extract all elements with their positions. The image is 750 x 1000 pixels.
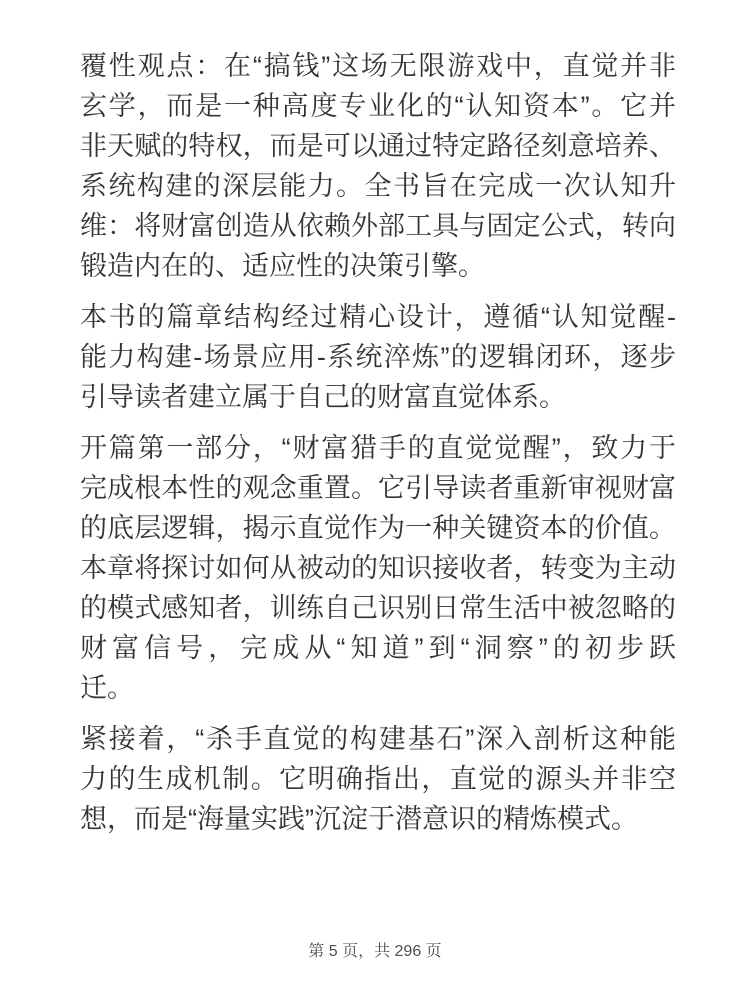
text-line: 能力构建-场景应用-系统淬炼”的逻辑闭环，逐步 (80, 342, 676, 372)
text-line: 锻造内在的、适应性的决策引擎。 (80, 251, 485, 281)
page-number-text: 第 5 页，共 296 页 (308, 943, 442, 960)
text-line: 的模式感知者，训练自己识别日常生活中被忽略的 (80, 593, 676, 623)
document-text-content (80, 46, 676, 850)
text-line: 本章将探讨如何从被动的知识接收者，转变为主动 (80, 553, 676, 583)
text-line: 系统构建的深层能力。全书旨在完成一次认知升 (80, 171, 676, 201)
text-line: 非天赋的特权，而是可以通过特定路径刻意培养、 (80, 131, 676, 161)
text-line: 维：将财富创造从依赖外部工具与固定公式，转向 (80, 211, 676, 241)
text-line: 的底层逻辑，揭示直觉作为一种关键资本的价值。 (80, 513, 676, 543)
text-line: 完成根本性的观念重置。它引导读者重新审视财富 (80, 473, 676, 503)
text-line: 力的生成机制。它明确指出，直觉的源头并非空 (80, 764, 676, 794)
text-line: 财富信号，完成从“知道”到“洞察”的初步跃 (80, 633, 676, 663)
page-footer (0, 941, 750, 963)
text-line: 本书的篇章结构经过精心设计，遵循“认知觉醒- (80, 302, 676, 332)
text-line: 覆性观点：在“搞钱”这场无限游戏中，直觉并非 (80, 51, 676, 81)
text-line: 紧接着，“杀手直觉的构建基石”深入剖析这种能 (80, 724, 676, 754)
text-line: 玄学，而是一种高度专业化的“认知资本”。它并 (80, 91, 676, 121)
text-line: 迁。 (80, 673, 134, 703)
text-line: 开篇第一部分，“财富猎手的直觉觉醒”，致力于 (80, 433, 676, 463)
text-line: 引导读者建立属于自己的财富直觉体系。 (80, 382, 566, 412)
paragraph-4 (80, 719, 676, 839)
paragraph-3 (80, 428, 676, 708)
paragraph-1 (80, 46, 676, 286)
text-line: 想，而是“海量实践”沉淀于潜意识的精炼模式。 (80, 804, 638, 834)
paragraph-2 (80, 297, 676, 417)
